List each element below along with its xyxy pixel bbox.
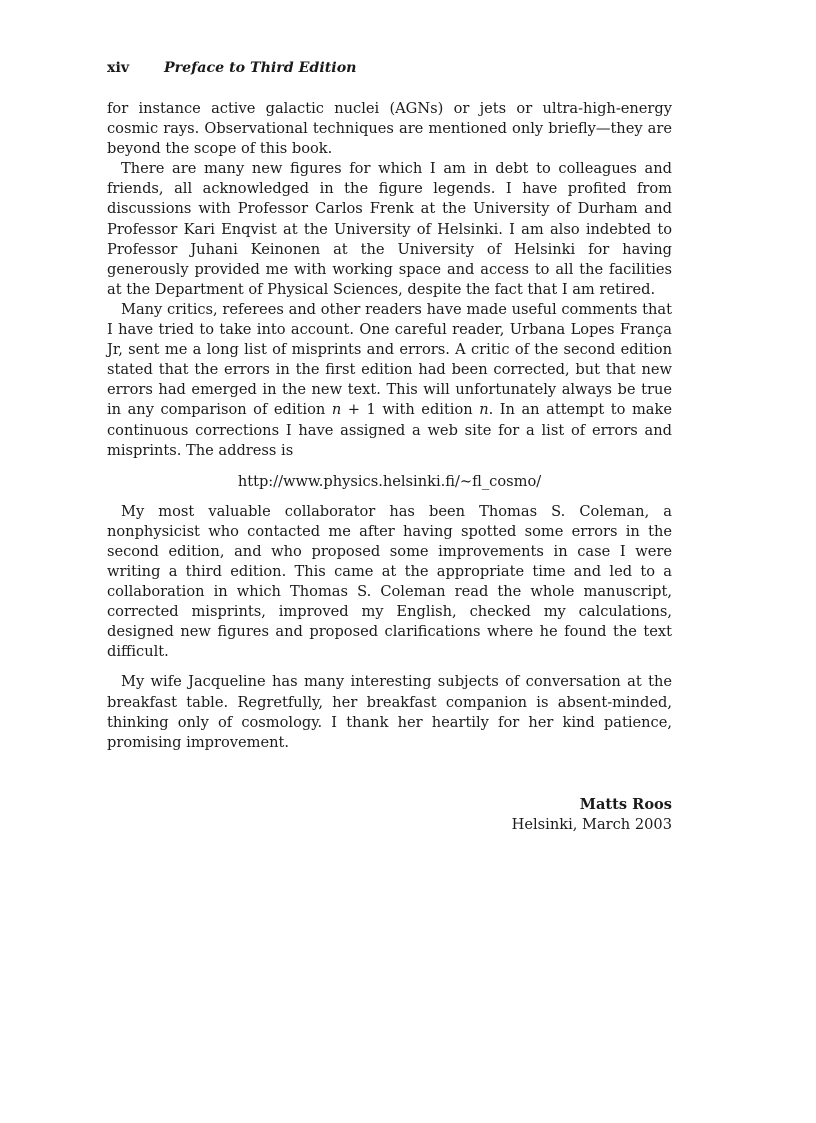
paragraph-2: There are many new figures for which I am in debt to colleagues and friends, all acknowledged in the figure legends. I have profited from discussions with Professor Carlos Frenk at the University of Durham and Professor Kari Enqvist at the University of Helsinki. I am also indebted to Professor Juhani Keinonen at the University of Helsinki for having generously provided me with working space and access to all the facilities at the Department of Physical Sciences, despite the fact that I am retired. xyxy=(107,160,672,298)
page-number: xiv xyxy=(107,60,130,76)
signature-block xyxy=(107,795,672,835)
book-page xyxy=(107,58,672,835)
running-head xyxy=(107,58,672,78)
math-variable-n: n xyxy=(331,401,342,419)
place-and-date: Helsinki, March 2003 xyxy=(511,815,672,833)
paragraph-3 xyxy=(107,300,672,461)
paragraph-5: My wife Jacqueline has many interesting subjects of conversation at the breakfast table. Regretfully, her breakfast companion is absent-minded, thinking only of cosmology. I thank her heartily for her kind patience, promising improvement. xyxy=(107,673,672,751)
math-variable-n: n xyxy=(479,401,489,419)
paragraph-4: My most valuable collaborator has been Thomas S. Coleman, a nonphysicist who contacted me after having spotted some errors in the second edition, and who proposed some improvements in case I were writing a third edition. This came at the appropriate time and led to a collaboration in which Thomas S. Coleman read the whole manuscript, corrected misprints, improved my English, checked my calculations, designed new figures and proposed clarifications where he found the text difficult. xyxy=(107,502,672,661)
paragraph-3-text-c: . In an attempt to make continuous corrections I have assigned a web site for a list of errors and misprints. The address is xyxy=(107,401,672,459)
running-head-title: Preface to Third Edition xyxy=(164,60,357,76)
paragraph-1: for instance active galactic nuclei (AGNs) or jets or ultra-high-energy cosmic rays. Observational techniques are mentioned only briefly—they are beyond the scope of this book. xyxy=(107,100,672,158)
errata-url: http://www.physics.helsinki.fi/~fl_cosmo/ xyxy=(237,472,542,490)
paragraph-3-text-b: + 1 with edition xyxy=(341,401,480,419)
author-name: Matts Roos xyxy=(579,795,672,813)
body-text xyxy=(107,99,672,753)
paragraph-3-text-a: Many critics, referees and other readers have made useful comments that I have tried to take into account. One careful reader, Urbana Lopes França Jr, sent me a long list of misprints and errors. A critic of the second edition stated that the errors in the first edition had been corrected, but that new errors had emerged in the new text. This will unfortunately always be true in any comparison of edition xyxy=(107,300,672,419)
